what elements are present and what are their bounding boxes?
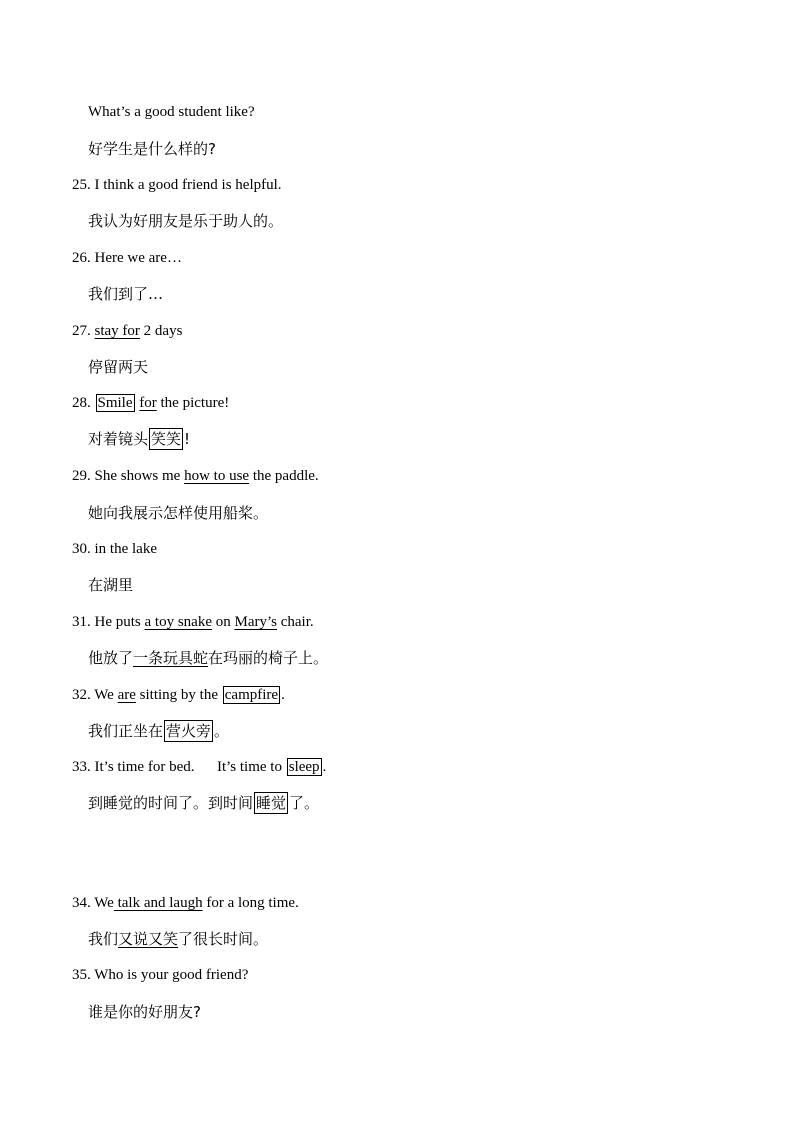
translation-text: 我们到了…: [88, 285, 164, 303]
chinese-translation: [88, 793, 319, 813]
underlined-phrase: how to use: [184, 468, 250, 484]
sentence-text: 27.: [72, 323, 95, 339]
translation-text: 他放了: [88, 649, 134, 667]
chinese-translation: [88, 1002, 201, 1022]
translation-text: 我们: [88, 930, 119, 948]
translation-text: 谁是你的好朋友?: [88, 1003, 201, 1021]
sentence-text: 26. Here we are…: [72, 250, 182, 266]
translation-text: 停留两天: [88, 358, 149, 376]
boxed-word: 笑笑: [151, 430, 182, 448]
underlined-phrase: a toy snake: [144, 614, 212, 630]
sentence-text: 30. in the lake: [72, 541, 157, 557]
sentence-text: chair.: [276, 614, 314, 630]
translation-text: 我认为好朋友是乐于助人的。: [88, 212, 284, 230]
translation-text: 她向我展示怎样使用船桨。: [88, 504, 269, 522]
sentence-text: .: [322, 759, 327, 775]
chinese-translation: [88, 575, 133, 595]
sentence-text: 31. He puts: [72, 614, 145, 630]
chinese-translation: [88, 929, 268, 949]
underlined-phrase: stay for: [94, 323, 140, 339]
underlined-phrase: talk and laugh: [113, 895, 203, 911]
english-sentence: [72, 539, 157, 559]
english-sentence: [88, 102, 255, 122]
sentence-text: 25. I think a good friend is helpful.: [72, 177, 282, 193]
english-sentence: [72, 685, 285, 705]
sentence-text: 34. We: [72, 895, 114, 911]
underlined-phrase: are: [117, 687, 136, 703]
sentence-text: 28.: [72, 395, 95, 411]
sentence-text: 35. Who is your good friend?: [72, 967, 249, 983]
sentence-text: 33. It’s time for bed. It’s time to: [72, 759, 286, 775]
sentence-text: sitting by the: [135, 687, 222, 703]
translation-text: 。: [214, 722, 230, 740]
boxed-word: Smile: [97, 395, 133, 411]
boxed-word: campfire: [224, 687, 279, 703]
chinese-translation: [88, 721, 229, 741]
translation-text: 了很长时间。: [178, 930, 269, 948]
sentence-text: 29. She shows me: [72, 468, 185, 484]
chinese-translation: [88, 429, 190, 449]
chinese-translation: [88, 503, 268, 523]
translation-text: 在玛丽的椅子上。: [208, 649, 329, 667]
english-sentence: [72, 248, 182, 268]
translation-text: 了。: [289, 794, 320, 812]
english-sentence: [72, 466, 319, 486]
chinese-translation: [88, 357, 148, 377]
english-sentence: [72, 393, 229, 413]
underlined-phrase: Mary’s: [234, 614, 277, 630]
translation-text: 到睡觉的时间了。到时间: [88, 794, 254, 812]
chinese-translation: [88, 648, 328, 668]
sentence-text: 32. We: [72, 687, 118, 703]
underlined-phrase: for: [139, 395, 157, 411]
underlined-phrase: 一条玩具蛇: [133, 649, 209, 667]
underlined-phrase: 又说又笑: [118, 930, 179, 948]
sentence-text: What’s a good student like?: [88, 104, 255, 120]
boxed-word: 营火旁: [166, 722, 212, 740]
chinese-translation: [88, 284, 163, 304]
sentence-text: .: [281, 687, 285, 703]
sentence-text: for a long time.: [202, 895, 299, 911]
translation-text: !: [184, 430, 191, 448]
sentence-text: on: [211, 614, 235, 630]
sentence-text: the picture!: [156, 395, 230, 411]
chinese-translation: [88, 211, 283, 231]
translation-text: 在湖里: [88, 576, 134, 594]
english-sentence: [72, 321, 182, 341]
chinese-translation: [88, 139, 216, 159]
boxed-word: 睡觉: [256, 794, 287, 812]
english-sentence: [72, 612, 314, 632]
english-sentence: [72, 175, 282, 195]
boxed-word: sleep: [288, 759, 320, 775]
translation-text: 对着镜头: [88, 430, 149, 448]
translation-text: 我们正坐在: [88, 722, 164, 740]
sentence-text: 2 days: [139, 323, 183, 339]
translation-text: 好学生是什么样的?: [88, 140, 216, 158]
english-sentence: [72, 965, 248, 985]
english-sentence: [72, 757, 326, 777]
sentence-text: the paddle.: [249, 468, 319, 484]
english-sentence: [72, 893, 299, 913]
